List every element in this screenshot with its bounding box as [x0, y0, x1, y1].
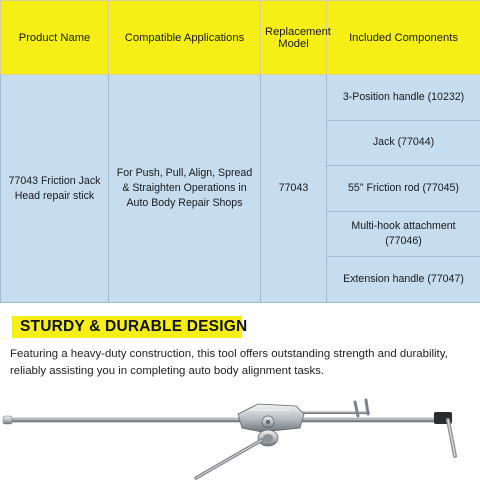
header-replacement-model: Replacement Model	[261, 1, 327, 75]
cell-component: 55" Friction rod (77045)	[327, 166, 480, 212]
cell-product-name: 77043 Friction Jack Head repair stick	[1, 75, 109, 303]
friction-jack-tool-image	[0, 392, 480, 488]
rod-hook-end	[434, 412, 455, 456]
cell-component: Multi-hook attachment (77046)	[327, 211, 480, 257]
section-description: Featuring a heavy-duty construction, this tool offers outstanding strength and durability, reliably assisting you in completing auto body alignment tasks.	[10, 348, 448, 377]
cell-component: Jack (77044)	[327, 120, 480, 166]
header-product-name: Product Name	[1, 1, 109, 75]
header-included-components: Included Components	[327, 1, 480, 75]
cell-component: 3-Position handle (10232)	[327, 75, 480, 121]
locking-collar	[258, 430, 278, 446]
table-row	[1, 75, 480, 121]
cell-compatible-applications: For Push, Pull, Align, Spread & Straighten Operations in Auto Body Repair Shops	[109, 75, 261, 303]
header-compatible-applications: Compatible Applications	[109, 1, 261, 75]
section-heading-text: STURDY & DURABLE DESIGN	[20, 318, 248, 335]
jack-head	[238, 404, 304, 432]
cell-replacement-model: 77043	[261, 75, 327, 303]
three-position-handle	[196, 440, 262, 478]
friction-rod	[3, 416, 452, 424]
cell-component: Extension handle (77047)	[327, 257, 480, 303]
table-header-row	[1, 1, 480, 75]
